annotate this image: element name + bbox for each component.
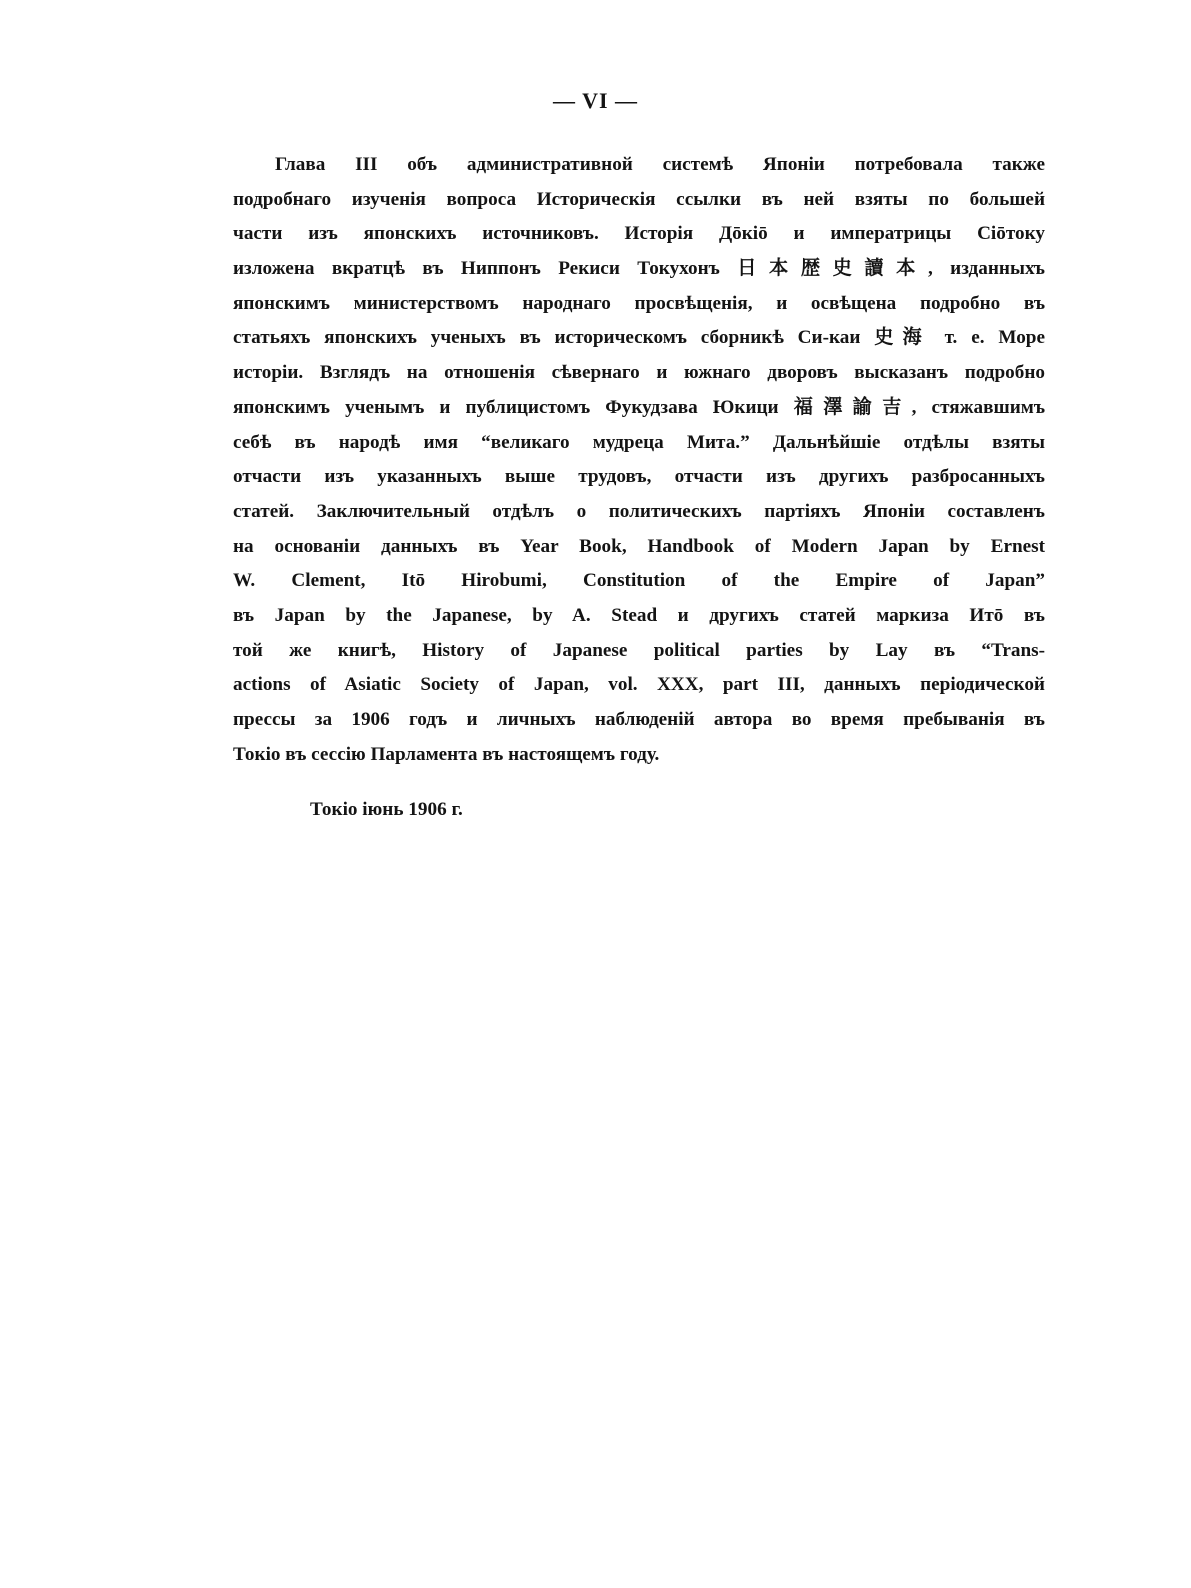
paragraph-line: японскимъ министерствомъ народнаго просвѣщенія, и освѣщена подробно въ [233, 292, 1045, 314]
paragraph-line: отчасти изъ указанныхъ выше трудовъ, отчасти изъ другихъ разбросанныхъ [233, 466, 1045, 488]
paragraph-line: японскимъ ученымъ и публицистомъ Фукудзава Юкици 福澤諭吉, стяжавшимъ [233, 396, 1045, 418]
paragraph-line: прессы за 1906 годъ и личныхъ наблюденій автора во время пребыванія въ [233, 709, 1045, 730]
paragraph-line: Токіо въ сессію Парламента въ настоящемъ году. [233, 743, 660, 765]
paragraph-line: въ Japan by the Japanese, by A. Stead и другихъ статей маркиза Итō въ [233, 604, 1045, 626]
paragraph-line: исторіи. Взглядъ на отношенія сѣвернаго и южнаго дворовъ высказанъ подробно [233, 362, 1045, 384]
paragraph-line: статьяхъ японскихъ ученыхъ въ историческомъ сборникѣ Си-каи 史海 т. е. Море [233, 327, 1045, 349]
place-date-signature: Токіо іюнь 1906 г. [310, 799, 463, 820]
paragraph-line: actions of Asiatic Society of Japan, vol. XXX, part III, данныхъ періодической [233, 674, 1045, 696]
paragraph-line: W. Clement, Itō Hirobumi, Constitution of the Empire of Japan” [233, 570, 1045, 592]
paragraph-line: статей. Заключительный отдѣлъ о политическихъ партіяхъ Японіи составленъ [233, 500, 1045, 522]
paragraph-line: подробнаго изученія вопроса Историческія ссылки въ ней взяты по большей [233, 188, 1045, 210]
paragraph-line: Глава III объ административной системѣ Японіи потребовала также [275, 154, 1045, 175]
paragraph-line: части изъ японскихъ источниковъ. Исторія Дōкіō и императрицы Сіōтоку [233, 223, 1045, 245]
paragraph-line: изложена вкратцѣ въ Ниппонъ Рекиси Токухонъ 日本歴史讀本, изданныхъ [233, 258, 1045, 280]
paragraph-line: той же книгѣ, History of Japanese political parties by Lay въ “Trans- [233, 639, 1045, 661]
paragraph-line: себѣ въ народѣ имя “великаго мудреца Мита.” Дальнѣйшіе отдѣлы взяты [233, 431, 1045, 453]
page-number: — VI — [552, 88, 639, 113]
paragraph-line: на основаніи данныхъ въ Year Book, Handbook of Modern Japan by Ernest [233, 535, 1045, 557]
preface-paragraph [233, 148, 1045, 772]
